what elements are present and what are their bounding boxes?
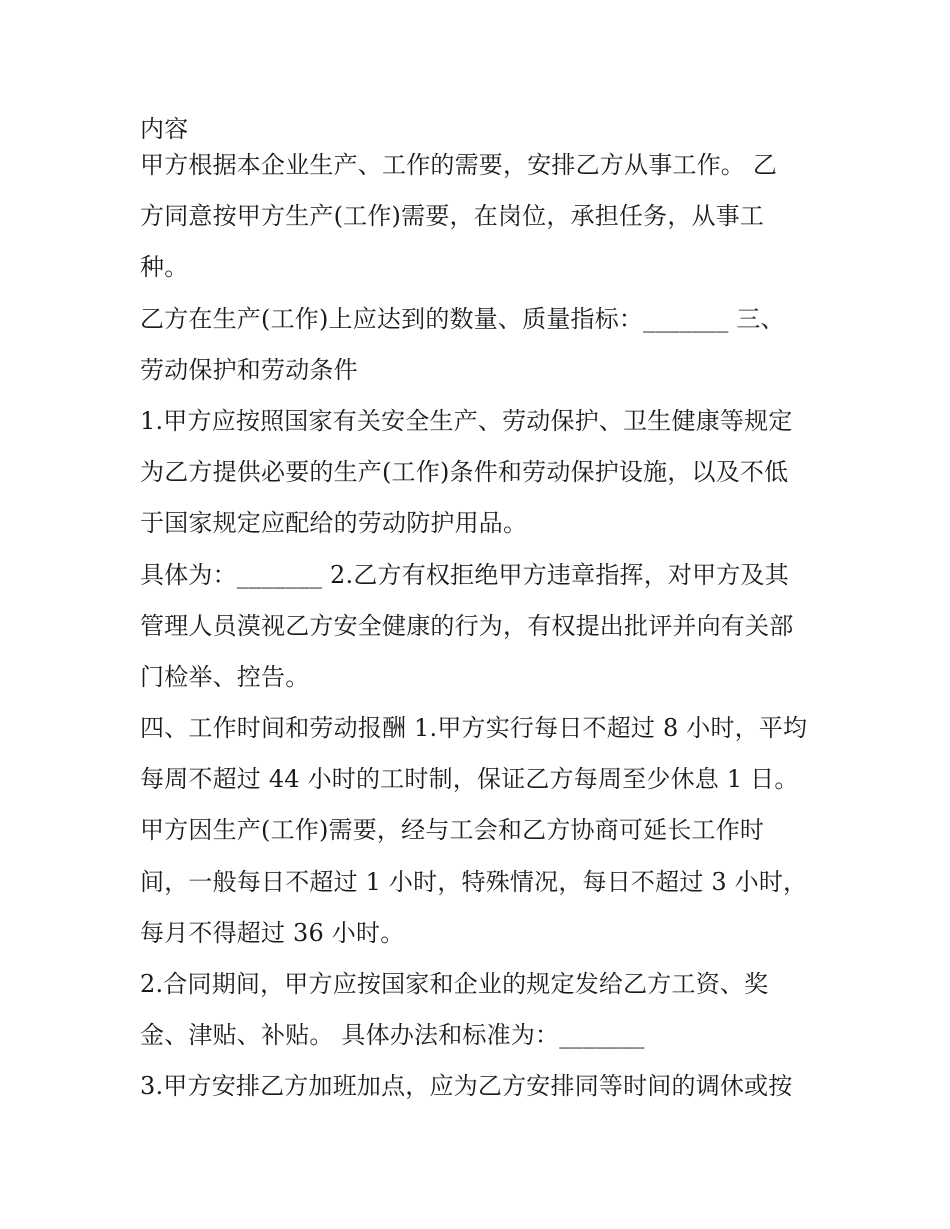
section-heading-line: 四、工作时间和劳动报酬 1.甲方实行每日不超过 8 小时，平均 xyxy=(140,714,808,743)
text-line: 具体为：_______ 2.乙方有权拒绝甲方违章指挥，对甲方及其 xyxy=(140,560,789,589)
text-line: 3.甲方安排乙方加班加点，应为乙方安排同等时间的调休或按 xyxy=(140,1072,793,1101)
text-line: 为乙方提供必要的生产(工作)条件和劳动保护设施，以及不低 xyxy=(140,458,789,487)
text-line: 每周不超过 44 小时的工时制，保证乙方每周至少休息 1 日。 xyxy=(140,765,799,794)
text-line: 门检举、控告。 xyxy=(140,662,310,691)
text-line: 乙方在生产(工作)上应达到的数量、质量指标：_______ 三、 xyxy=(140,304,785,333)
text-line: 管理人员漠视乙方安全健康的行为，有权提出批评并向有关部 xyxy=(140,611,794,640)
text-line: 甲方根据本企业生产、工作的需要，安排乙方从事工作。 乙 xyxy=(140,151,778,179)
text-line: 方同意按甲方生产(工作)需要，在岗位，承担任务，从事工 xyxy=(140,202,765,231)
text-line: 甲方因生产(工作)需要，经与工会和乙方协商可延长工作时 xyxy=(140,816,765,845)
text-line: 于国家规定应配给的劳动防护用品。 xyxy=(140,509,528,538)
text-line: 2.合同期间，甲方应按国家和企业的规定发给乙方工资、奖 xyxy=(140,970,769,998)
text-line: 间，一般每日不超过 1 小时，特殊情况，每日不超过 3 小时， xyxy=(140,867,808,896)
text-line: 1.甲方应按照国家有关安全生产、劳动保护、卫生健康等规定 xyxy=(140,406,793,435)
text-line: 种。 xyxy=(140,253,189,282)
text-line: 每月不得超过 36 小时。 xyxy=(140,918,405,947)
document-body xyxy=(140,111,820,1120)
text-line: 金、津贴、补贴。 具体办法和标准为：_______ xyxy=(140,1021,645,1050)
section-heading-line: 劳动保护和劳动条件 xyxy=(140,355,358,384)
heading-content: 内容 xyxy=(140,115,189,143)
